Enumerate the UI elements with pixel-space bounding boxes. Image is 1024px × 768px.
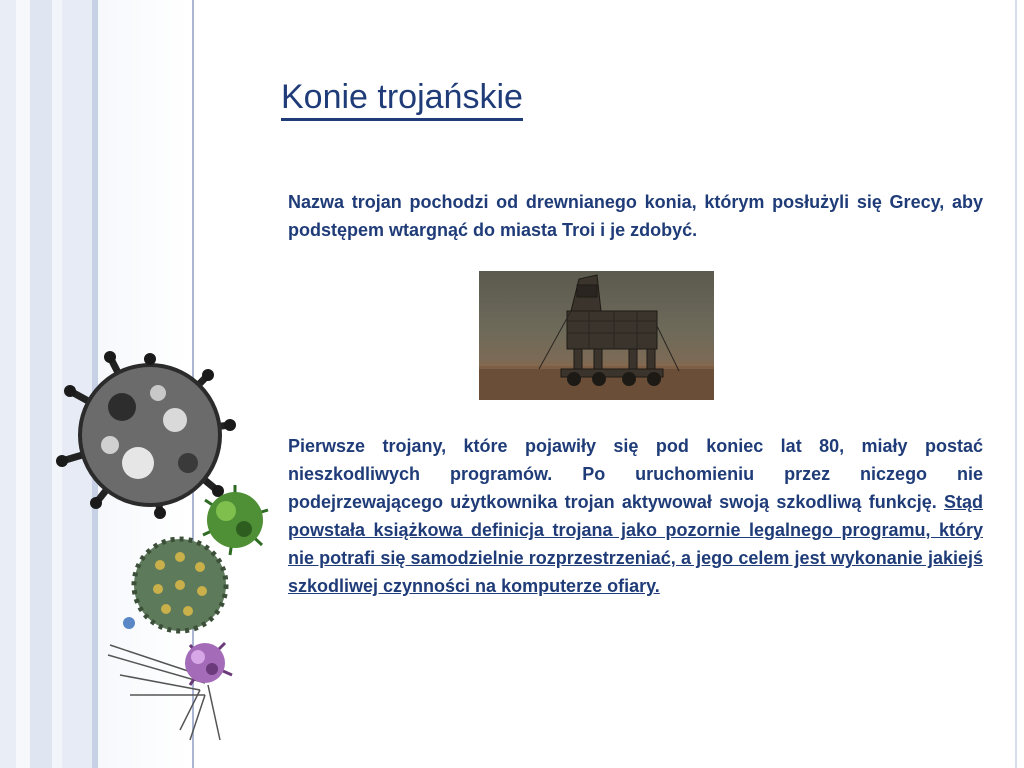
- left-stripe: [16, 0, 30, 768]
- description-text: Pierwsze trojany, które pojawiły się pod koniec lat 80, miały postać nieszkodliwych programów. Po uruchomieniu przez niczego nie podejrzewającego użytkownika trojan aktywował swoją szkodliwą funkcję.: [288, 436, 983, 512]
- description-paragraph: [288, 432, 983, 600]
- trojan-horse-photo: [479, 271, 714, 400]
- slide-title: Konie trojańskie: [281, 78, 523, 121]
- left-stripe: [0, 0, 16, 768]
- definition-link-text[interactable]: Stąd powstała książkowa definicja trojana jako pozornie legalnego programu, który nie potrafi się samodzielnie rozprzestrzeniać, a jego celem jest wykonanie jakiejś szkodliwej czynności na komputerze ofiary.: [288, 492, 983, 596]
- virus-large-icon: [56, 351, 236, 519]
- right-border-line: [1015, 0, 1017, 768]
- virus-illustration: [40, 345, 280, 745]
- virus-teal-icon: [134, 539, 226, 631]
- virus-green-icon: [203, 485, 268, 555]
- trojan-horse-drawing: [479, 271, 714, 400]
- bullet-dot: [123, 617, 135, 629]
- intro-paragraph: Nazwa trojan pochodzi od drewnianego konia, którym posłużyli się Grecy, aby podstępem wtargnąć do miasta Troi i je zdobyć.: [288, 192, 983, 240]
